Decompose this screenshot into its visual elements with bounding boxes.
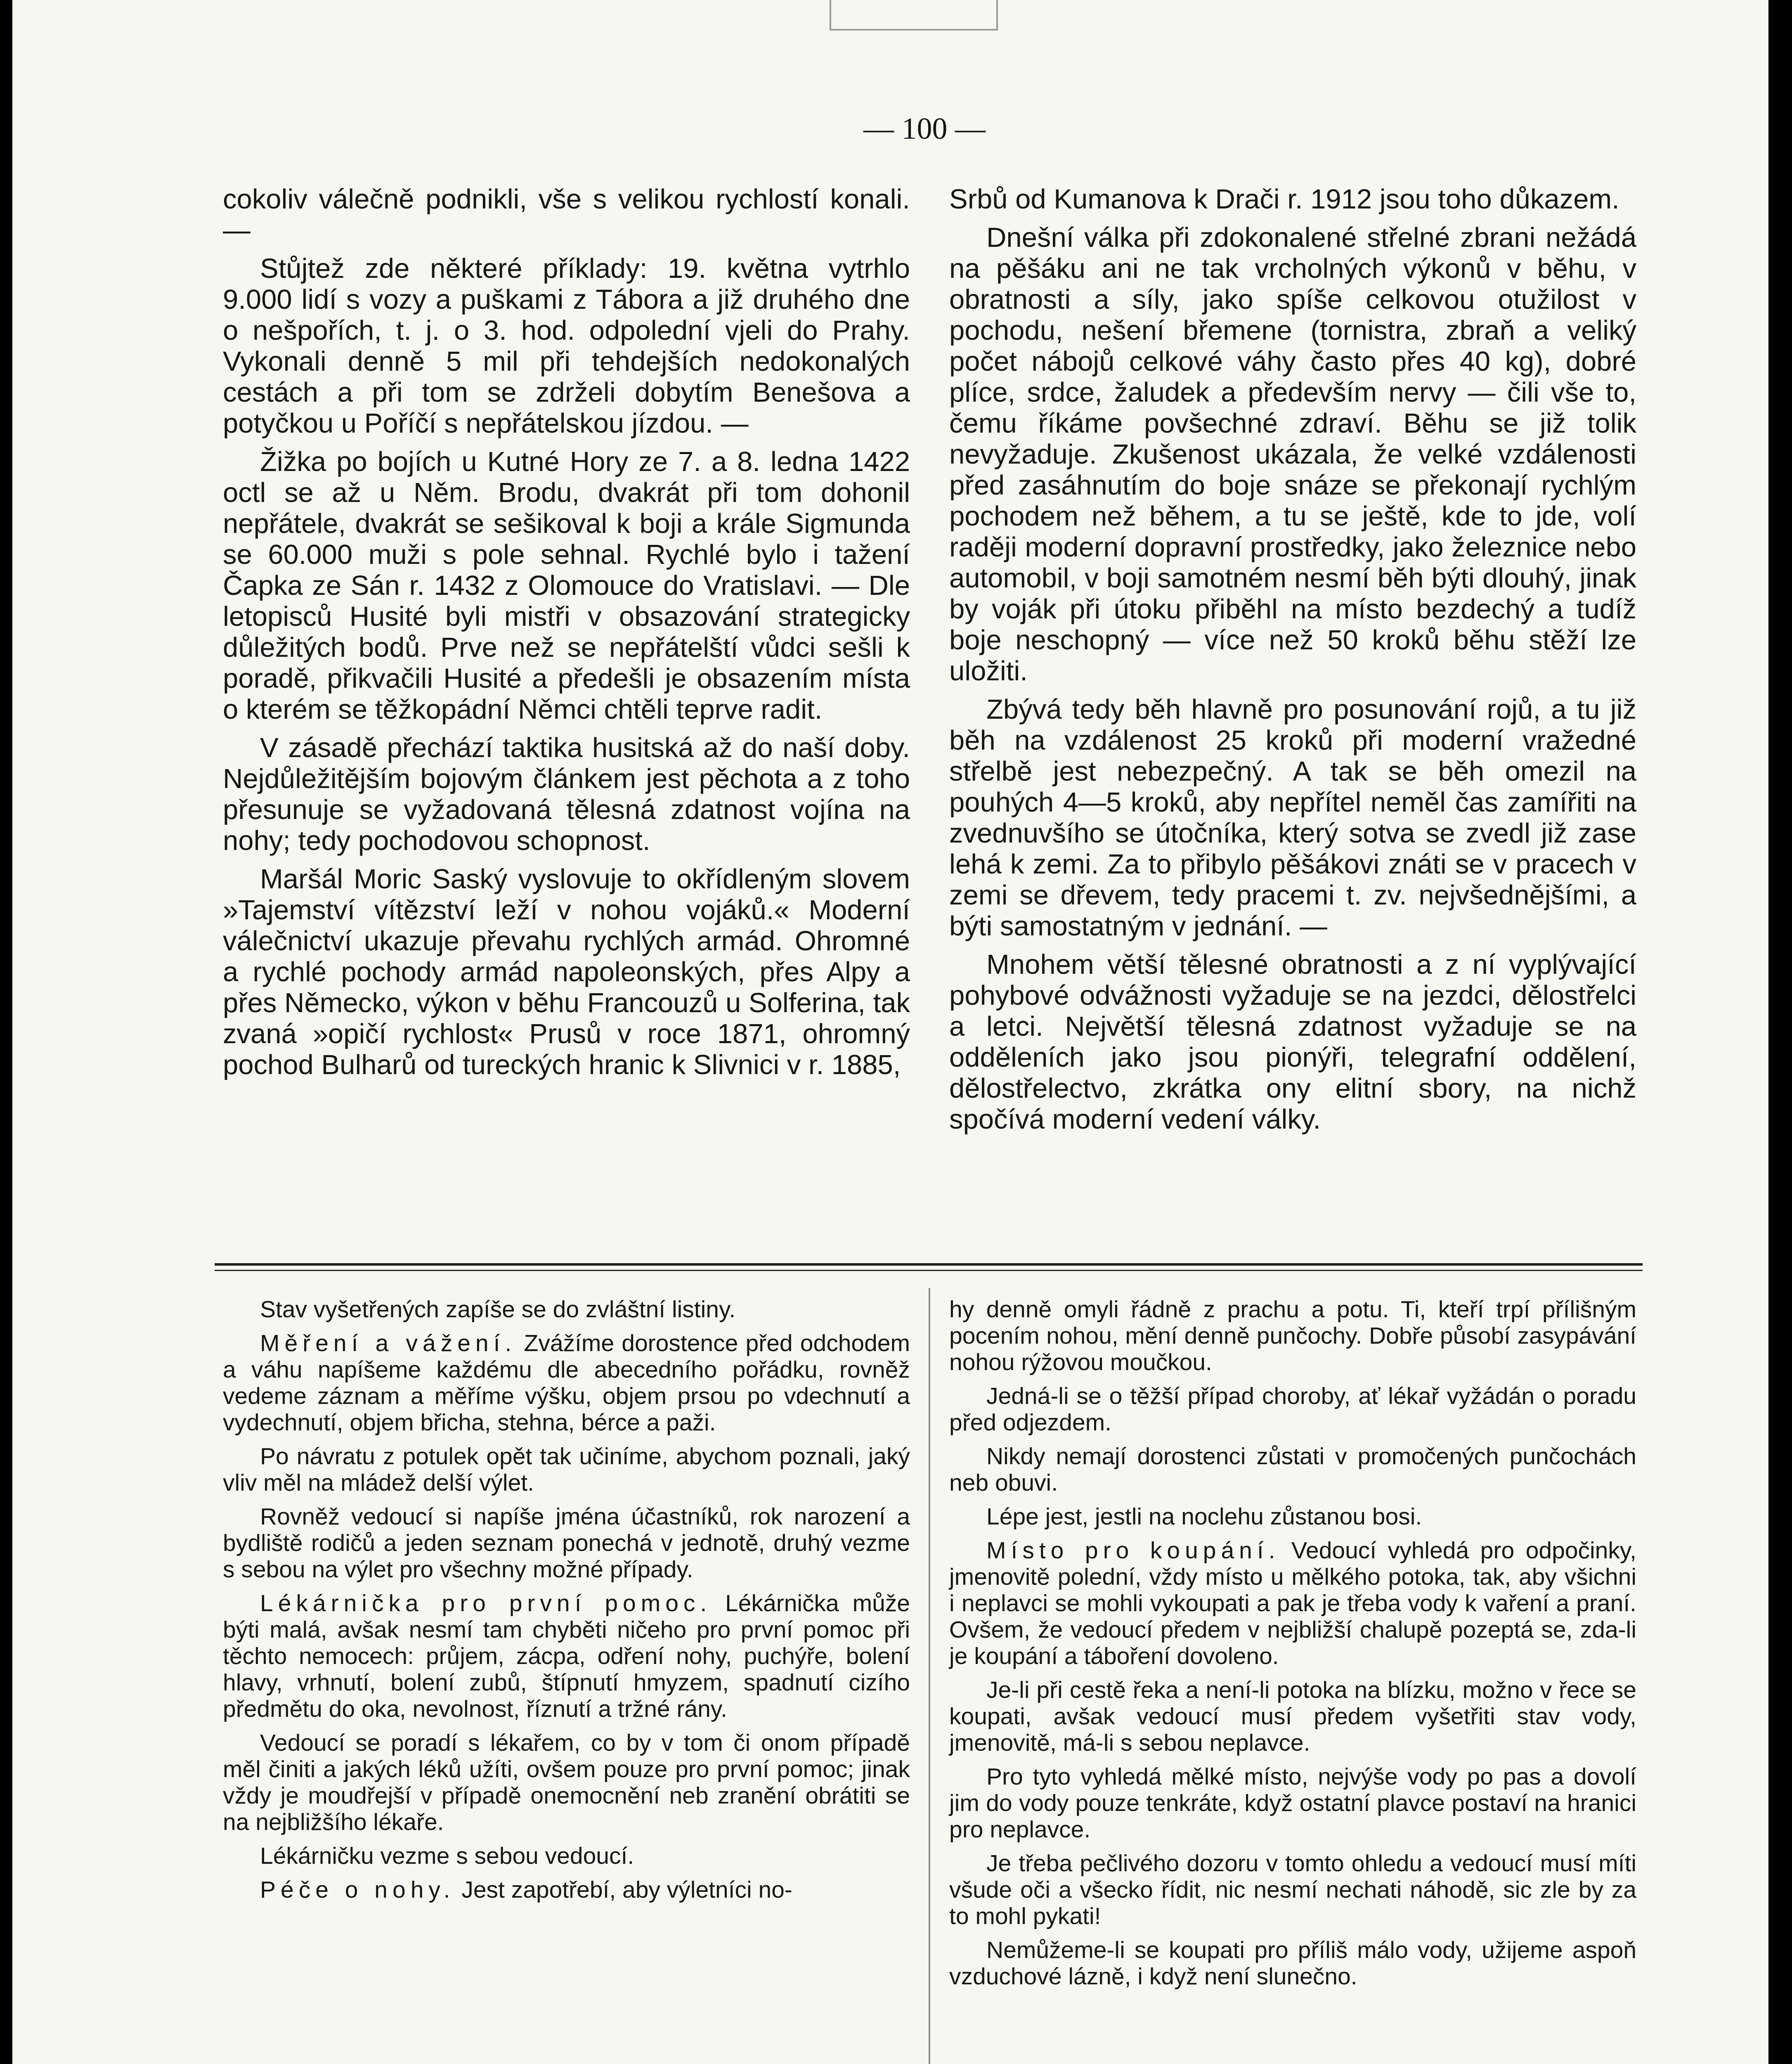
paragraph: V zásadě přechází taktika husitská až do naší doby. Nejdůležitějším bojovým článkem jest pěchota a z toho přesunuje se vyžadovaná tělesná zdatnost vojína na nohy; tedy pochodovou schopnost. xyxy=(223,732,910,856)
paragraph: cokoliv válečně podnikli, vše s velikou rychlostí konali. — xyxy=(223,184,910,246)
paragraph-text: Zvážíme dorostence před odchodem a váhu napíšeme každému dle abecedního pořádku, rovněž vedeme záznam a měříme výšku, objem prsou po vdechnutí a vydechnutí, objem břicha, stehna, bérce a paži. xyxy=(223,1330,910,1436)
paragraph xyxy=(949,1537,1636,1669)
supplement-right-column xyxy=(949,1296,1636,1997)
paragraph: Je-li při cestě řeka a není-li potoka na blízku, možno v řece se koupati, avšak vedoucí musí předem vyšetřiti stav vody, jmenovitě, má-li s sebou neplavce. xyxy=(949,1677,1636,1756)
section-heading: Péče o nohy. xyxy=(260,1877,455,1903)
paragraph xyxy=(223,1590,910,1722)
paragraph: Mnohem větší tělesné obratnosti a z ní vyplývající pohybové odvážnosti vyžaduje se na jezdci, dělostřelci a letci. Největší tělesná zdatnost vyžaduje se na odděleních jako jsou pionýři, telegrafní oddělení, dělostřelectvo, zkrátka ony elitní sbory, na nichž spočívá moderní vedení války. xyxy=(949,949,1636,1135)
paragraph: Pro tyto vyhledá mělké místo, nejvýše vody po pas a dovolí jim do vody pouze tenkráte, když ostatní plavce postaví na hranici pro neplavce. xyxy=(949,1763,1636,1843)
supplement-left-column xyxy=(223,1296,910,1910)
paragraph: Stav vyšetřených zapíše se do zvláštní listiny. xyxy=(260,1296,736,1323)
section-divider xyxy=(215,1263,1643,1271)
column-divider xyxy=(929,1288,930,2064)
paragraph-text: Lékárnička může býti malá, avšak nesmí tam chyběti ničeho pro první pomoc při těchto nemocech: průjem, zácpa, odření nohy, puchýře, bolení hlavy, vrhnutí, bolení zubů, štípnutí hmyzem, spadnutí cizího předmětu do oka, nevolnost, říznutí a tržné rány. xyxy=(223,1590,910,1722)
paragraph: Žižka po bojích u Kutné Hory ze 7. a 8. ledna 1422 octl se až u Něm. Brodu, dvakrát při tom dohonil nepřátele, dvakrát se sešikoval k boji a krále Sigmunda se 60.000 muži s pole sehnal. Rychlé bylo i tažení Čapka ze Sán r. 1432 z Olomouce do Vratislavi. — Dle letopisců Husité byli mistři v obsazování strategicky důležitých bodů. Prve než se nepřátelští vůdci sešli k poradě, přikvačili Husité a předešli je obsazením místa o kterém se těžkopádní Němci chtěli teprve radit. xyxy=(223,446,910,725)
page-number: — 100 — xyxy=(863,112,986,146)
paragraph: Po návratu z potulek opět tak učiníme, abychom poznali, jaký vliv měl na mládež delší výlet. xyxy=(223,1443,910,1496)
paragraph: Jedná-li se o těžší případ choroby, ať lékař vyžádán o poradu před odjezdem. xyxy=(949,1383,1636,1436)
paragraph: hy denně omyli řádně z prachu a potu. Ti, kteří trpí přílišným pocením nohou, mění denně punčochy. Dobře působí zasypávání nohou rýžovou moučkou. xyxy=(949,1296,1636,1375)
paragraph: Srbů od Kumanova k Drači r. 1912 jsou toho důkazem. xyxy=(949,184,1619,215)
paper-sheet xyxy=(12,0,1768,2064)
paragraph-text: Jest zapotřebí, aby výletníci no- xyxy=(455,1877,792,1903)
paragraph: Stůjtež zde některé příklady: 19. května vytrhlo 9.000 lidí s vozy a puškami z Tábora a již druhého dne o nešpořích, t. j. o 3. hod. odpolední vjeli do Prahy. Vykonali denně 5 mil při tehdejších nedokonalých cestách a při tom se zdrželi dobytím Benešova a potyčkou u Poříčí s nepřátelskou jízdou. — xyxy=(223,253,910,439)
paragraph-text: Vedoucí vyhledá pro odpočinky, jmenovitě polední, vždy místo u mělkého potoka, tak, aby všichni i neplavci se mohli vykoupati a pak je třeba vody k vaření a praní. Ovšem, že vedoucí předem v nejbližší chalupě pozeptá se, zda-li je koupání a táboření dovoleno. xyxy=(949,1537,1636,1669)
paragraph: Zbývá tedy běh hlavně pro posunování rojů, a tu již běh na vzdálenost 25 kroků při moderní vražedné střelbě jest nebezpečný. A tak se běh omezil na pouhých 4—5 kroků, aby nepřítel neměl čas zamířiti na zvednuvšího se útočníka, který sotva se zvedl již zase lehá k zemi. Za to přibylo pěšákovi znáti se v pracech v zemi se dřevem, tedy pracemi t. zv. nejvšednějšími, a býti samostatným v jednání. — xyxy=(949,694,1636,942)
paragraph: Rovněž vedoucí si napíše jména účastníků, rok narození a bydliště rodičů a jeden seznam ponechá v jednotě, druhý vezme s sebou na výlet pro všechny možné případy. xyxy=(223,1503,910,1583)
paragraph: Je třeba pečlivého dozoru v tomto ohledu a vedoucí musí míti všude oči a všecko řídit, nic nesmí nechati náhodě, sic zle by za to mohl pykati! xyxy=(949,1850,1636,1929)
main-text-left-column xyxy=(223,184,910,1088)
paragraph: Lékárničku vezme s sebou vedoucí. xyxy=(260,1843,634,1869)
section-heading: Místo pro koupání. xyxy=(986,1537,1280,1564)
paragraph: Maršál Moric Saský vyslovuje to okřídleným slovem »Tajemství vítězství leží v nohou vojáků.« Moderní válečnictví ukazuje převahu rychlých armád. Ohromné a rychlé pochody armád napoleonských, přes Alpy a přes Německo, výkon v běhu Francouzů u Solferina, tak zvaná »opičí rychlost« Prusů v roce 1871, ohromný pochod Bulharů od tureckých hranic k Slivnici v r. 1885, xyxy=(223,864,910,1080)
binding-mark xyxy=(830,0,998,31)
paragraph: Lépe jest, jestli na noclehu zůstanou bosi. xyxy=(986,1503,1422,1530)
paragraph: Nikdy nemají dorostenci zůstati v promočených punčochách neb obuvi. xyxy=(949,1443,1636,1496)
section-heading: Lékárnička pro první pomoc. xyxy=(260,1590,712,1617)
paragraph: Vedoucí se poradí s lékařem, co by v tom či onom případě měl činiti a jakých léků užíti, ovšem pouze pro první pomoc; jinak vždy je moudřejší v případě onemocnění neb zranění obrátiti se na nejbližšího lékaře. xyxy=(223,1730,910,1835)
paragraph xyxy=(223,1877,910,1903)
paragraph: Nemůžeme-li se koupati pro příliš málo vody, užijeme aspoň vzduchové lázně, i když není slunečno. xyxy=(949,1937,1636,1990)
paragraph xyxy=(223,1330,910,1436)
section-heading: Měření a vážení. xyxy=(260,1330,517,1356)
main-text-right-column xyxy=(949,184,1636,1142)
paragraph: Dnešní válka při zdokonalené střelné zbrani nežádá na pěšáku ani ne tak vrcholných výkonů v běhu, v obratnosti a síly, jako spíše celkovou otužilost v pochodu, nešení břemene (tornistra, zbraň a veliký počet nábojů celkové váhy často přes 40 kg), dobré plíce, srdce, žaludek a především nervy — čili vše to, čemu říkáme povšechné zdraví. Běhu se již tolik nevyžaduje. Zkušenost ukázala, že velké vzdálenosti před zasáhnutím do boje snáze se překonají rychlým pochodem než během, a tu se ještě, kde to jde, volí raději moderní dopravní prostředky, jako železnice nebo automobil, v boji samotném nesmí běh býti dlouhý, jinak by voják při útoku přiběhl na místo bezdechý a tudíž boje neschopný — více než 50 kroků běhu stěží lze uložiti. xyxy=(949,222,1636,686)
